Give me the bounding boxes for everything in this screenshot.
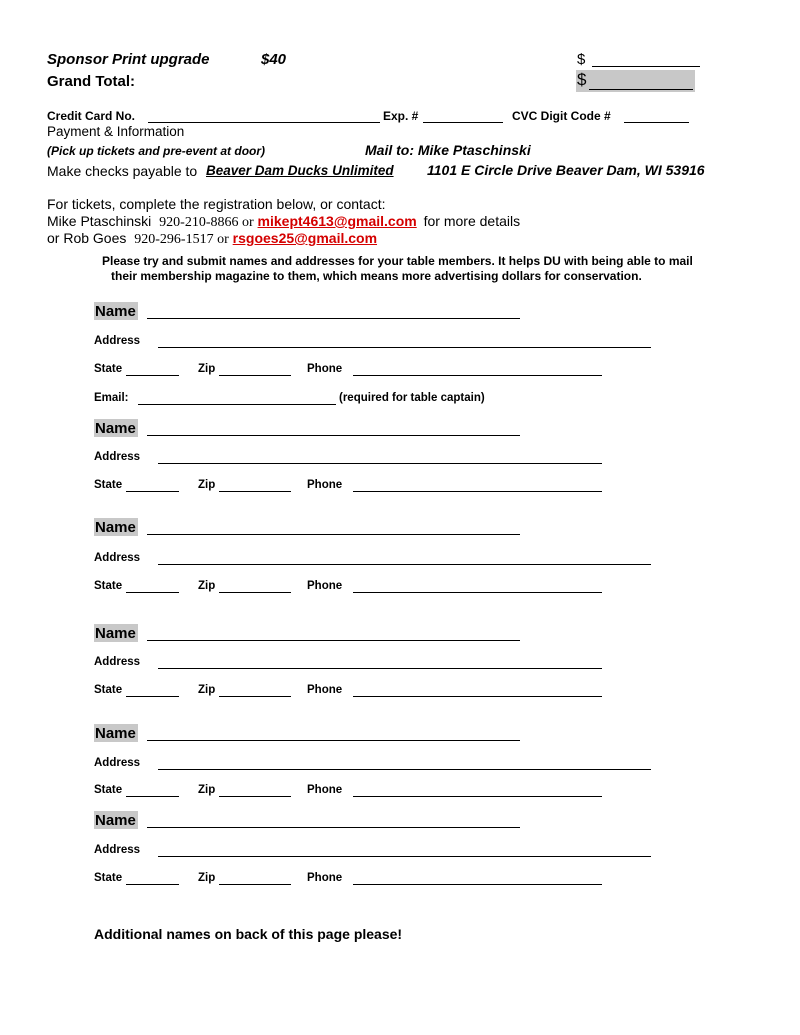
name-label: Name [95, 303, 136, 320]
phone-field[interactable] [353, 592, 602, 593]
name-field[interactable] [147, 640, 520, 641]
address-label: Address [94, 656, 141, 668]
zip-field[interactable] [219, 375, 291, 376]
state-label: State [94, 363, 123, 375]
contact-1-email[interactable]: mikept4613@gmail.com [257, 213, 417, 229]
address-field[interactable] [158, 463, 602, 464]
contact-1-phone: 920-210-8866 or [159, 215, 254, 230]
contact-2-name: or Rob Goes [47, 230, 127, 246]
contact-1-suffix: for more details [423, 213, 521, 229]
address-label: Address [94, 451, 141, 463]
contact-2-phone: 920-296-1517 or [134, 232, 229, 247]
phone-label: Phone [307, 363, 343, 375]
name-label: Name [95, 420, 136, 437]
contact-line-2 [47, 230, 377, 248]
contact-2-email[interactable]: rsgoes25@gmail.com [232, 230, 378, 246]
state-label: State [94, 479, 123, 491]
phone-label: Phone [307, 784, 343, 796]
cvc-field[interactable] [624, 122, 689, 123]
state-field[interactable] [126, 796, 179, 797]
state-label: State [94, 580, 123, 592]
address-label: Address [94, 552, 141, 564]
address-field[interactable] [158, 856, 651, 857]
sponsor-amount-field[interactable] [592, 66, 700, 67]
credit-card-field[interactable] [148, 122, 380, 123]
zip-label: Zip [198, 580, 216, 592]
cvc-label: CVC Digit Code # [512, 109, 611, 123]
name-label: Name [95, 812, 136, 829]
zip-field[interactable] [219, 884, 291, 885]
email-label: Email: [94, 392, 129, 404]
pickup-note: (Pick up tickets and pre-event at door) [47, 144, 266, 158]
address-label: Address [94, 844, 141, 856]
state-label: State [94, 872, 123, 884]
mail-to: Mail to: Mike Ptaschinski [365, 142, 531, 158]
name-field[interactable] [147, 740, 520, 741]
exp-label: Exp. # [383, 109, 419, 123]
address-label: Address [94, 757, 141, 769]
name-field[interactable] [147, 827, 520, 828]
address-field[interactable] [158, 769, 651, 770]
name-label: Name [95, 625, 136, 642]
zip-field[interactable] [219, 592, 291, 593]
credit-card-label: Credit Card No. [47, 109, 136, 123]
name-label: Name [95, 725, 136, 742]
payment-heading: Payment & Information [47, 124, 185, 139]
email-note: (required for table captain) [339, 392, 485, 404]
state-label: State [94, 684, 123, 696]
contact-line-1 [47, 213, 520, 231]
phone-label: Phone [307, 684, 343, 696]
checks-payable-label: Make checks payable to [47, 163, 198, 179]
zip-label: Zip [198, 479, 216, 491]
phone-field[interactable] [353, 375, 602, 376]
zip-field[interactable] [219, 696, 291, 697]
contact-intro: For tickets, complete the registration below, or contact: [47, 196, 386, 212]
address-field[interactable] [158, 347, 651, 348]
zip-label: Zip [198, 872, 216, 884]
name-field[interactable] [147, 534, 520, 535]
sponsor-print-label: Sponsor Print upgrade [47, 51, 210, 68]
grand-total-prefix: $ [577, 70, 587, 89]
mailing-address: 1101 E Circle Drive Beaver Dam, WI 53916 [427, 162, 705, 178]
phone-field[interactable] [353, 796, 602, 797]
exp-field[interactable] [423, 122, 503, 123]
zip-label: Zip [198, 363, 216, 375]
state-label: State [94, 784, 123, 796]
address-field[interactable] [158, 668, 602, 669]
phone-field[interactable] [353, 696, 602, 697]
state-field[interactable] [126, 696, 179, 697]
sponsor-print-price: $40 [261, 51, 287, 68]
address-label: Address [94, 335, 141, 347]
phone-label: Phone [307, 479, 343, 491]
name-field[interactable] [147, 435, 520, 436]
name-label: Name [95, 519, 136, 536]
zip-label: Zip [198, 784, 216, 796]
sponsor-amount-prefix: $ [577, 51, 586, 68]
zip-field[interactable] [219, 491, 291, 492]
instructions-line-2: their membership magazine to them, which means more advertising dollars for conservation. [111, 269, 642, 283]
name-field[interactable] [147, 318, 520, 319]
checks-payee: Beaver Dam Ducks Unlimited [206, 163, 394, 178]
email-field[interactable] [138, 404, 336, 405]
footer-note: Additional names on back of this page please! [94, 926, 403, 942]
zip-field[interactable] [219, 796, 291, 797]
phone-field[interactable] [353, 491, 602, 492]
phone-field[interactable] [353, 884, 602, 885]
contact-1-name: Mike Ptaschinski [47, 213, 152, 229]
zip-label: Zip [198, 684, 216, 696]
phone-label: Phone [307, 580, 343, 592]
state-field[interactable] [126, 375, 179, 376]
state-field[interactable] [126, 884, 179, 885]
address-field[interactable] [158, 564, 651, 565]
grand-total-label: Grand Total: [47, 73, 136, 90]
state-field[interactable] [126, 491, 179, 492]
grand-total-field[interactable] [576, 70, 695, 92]
instructions-line-1: Please try and submit names and addresses for your table members. It helps DU with being able to mail [102, 254, 693, 268]
state-field[interactable] [126, 592, 179, 593]
phone-label: Phone [307, 872, 343, 884]
